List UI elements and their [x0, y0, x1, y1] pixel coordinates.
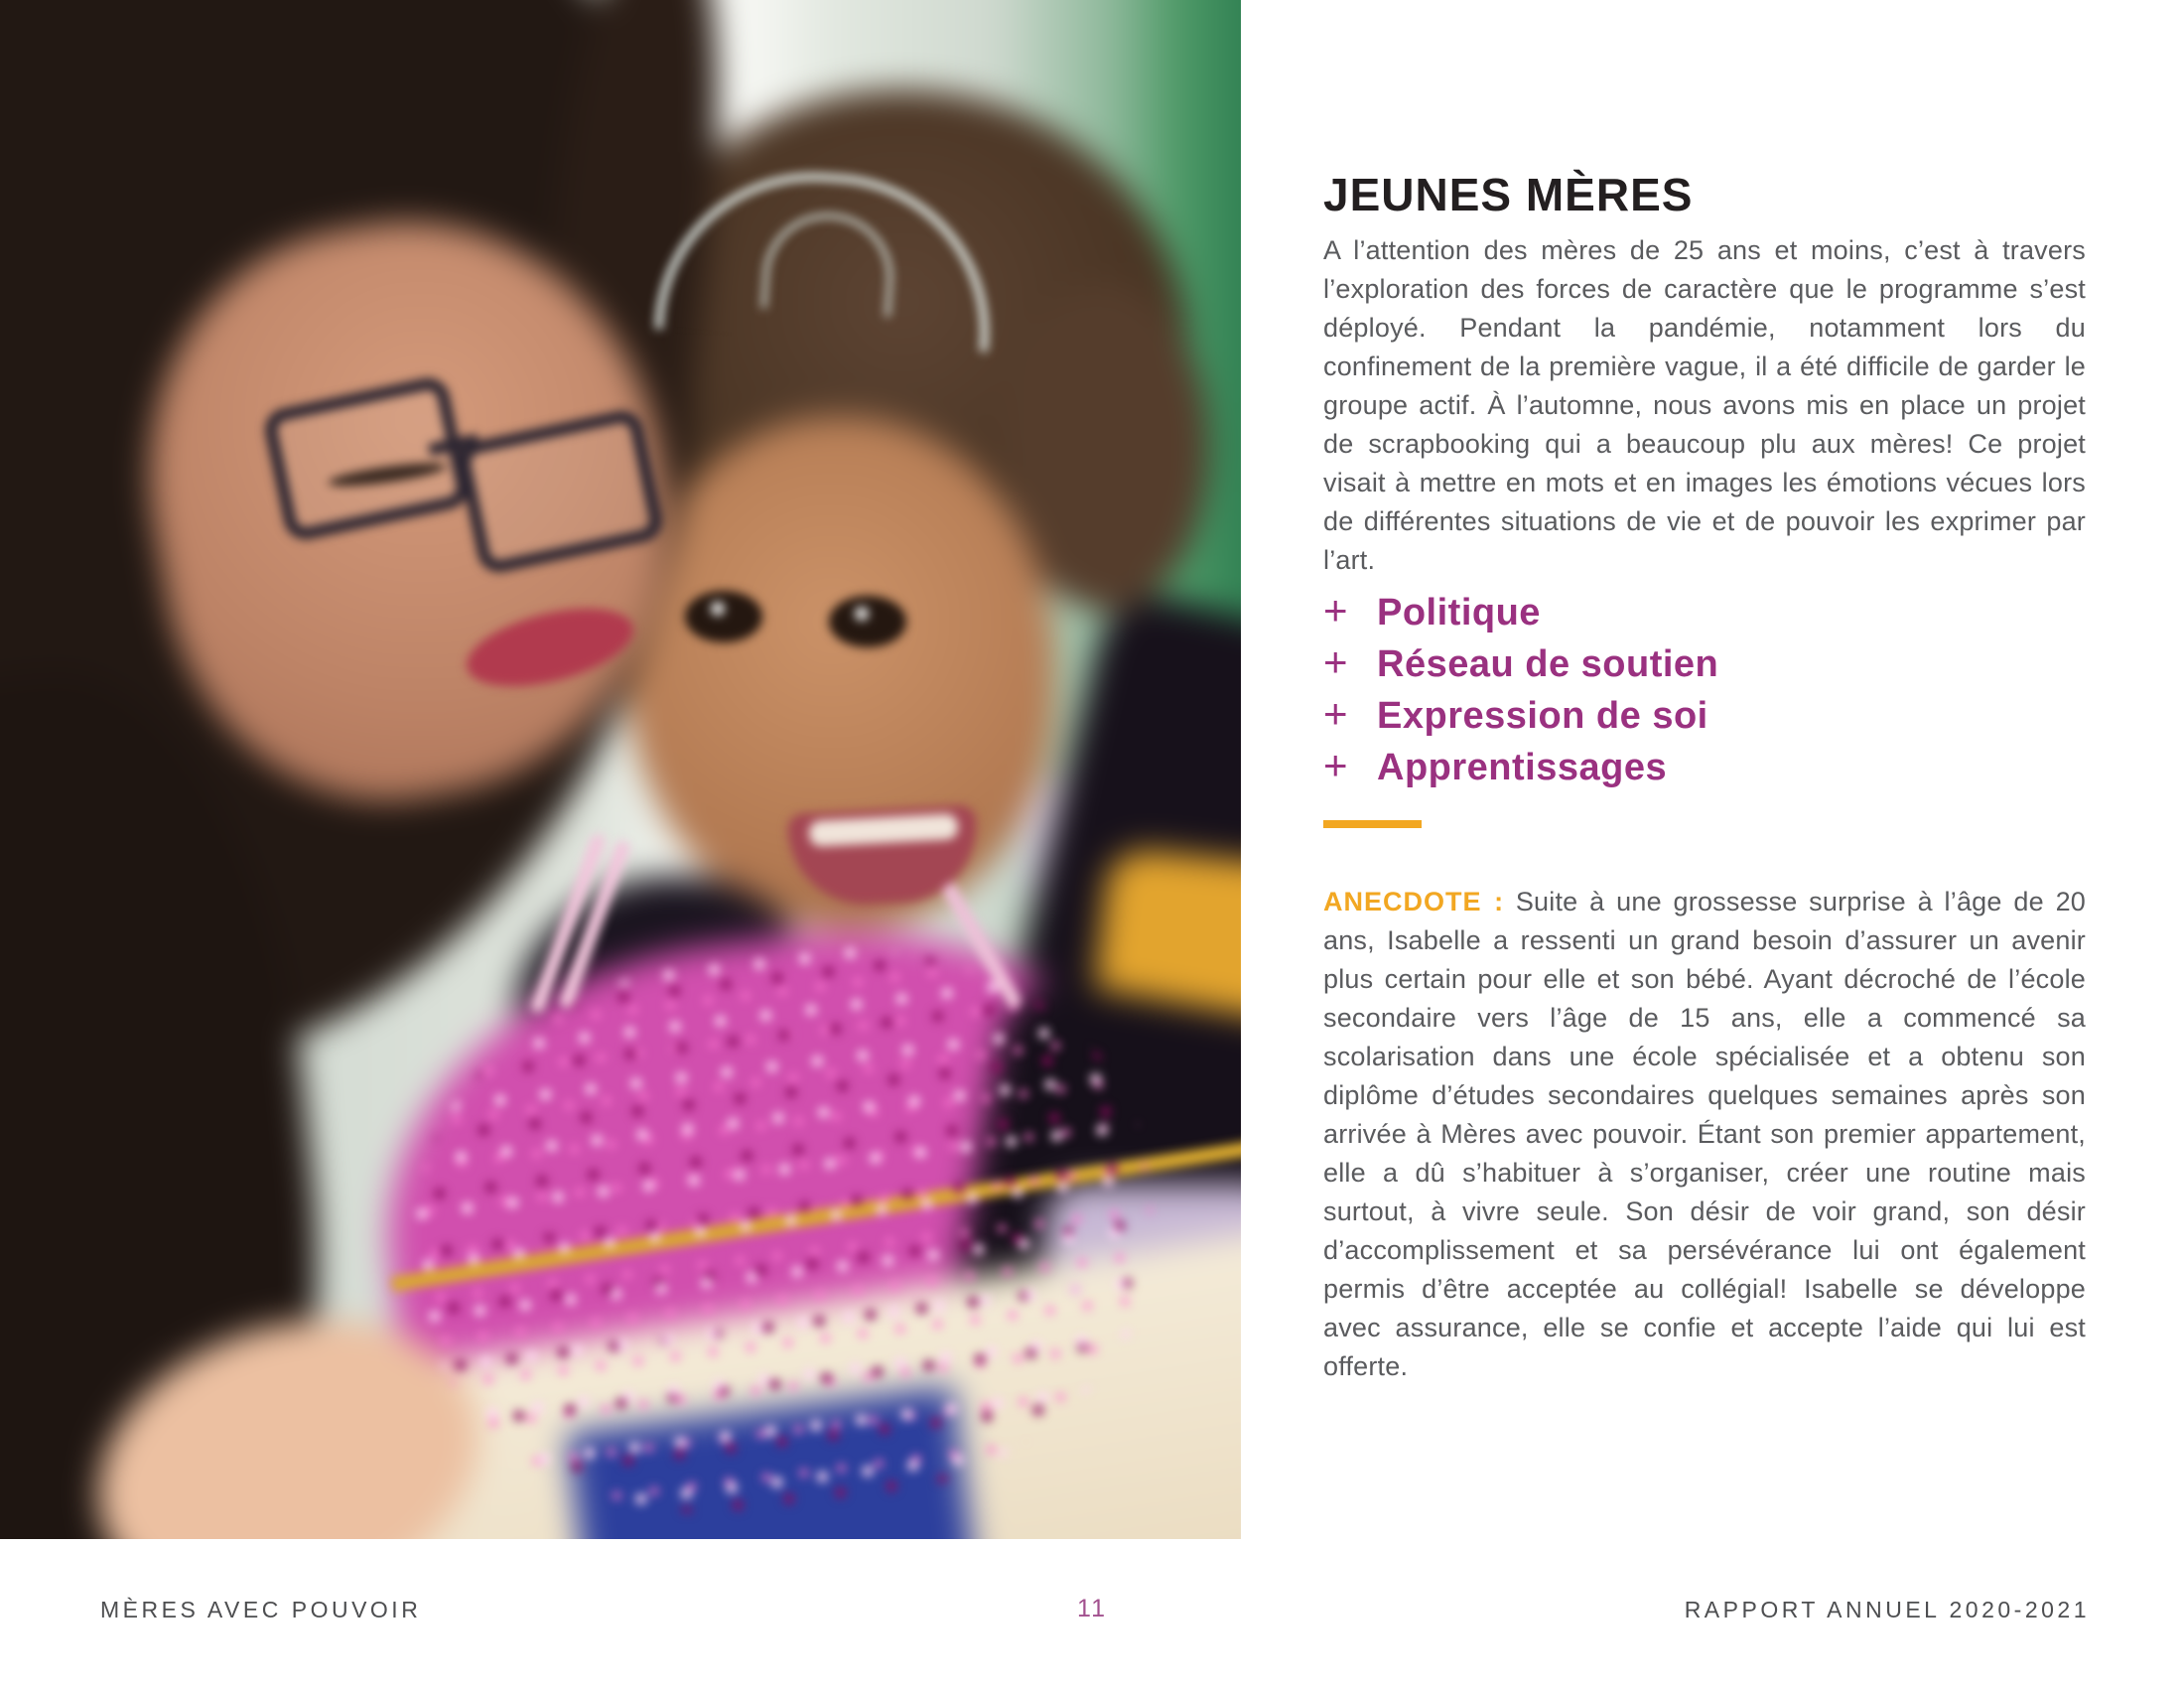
- program-label: Réseau de soutien: [1377, 643, 1719, 685]
- program-label: Politique: [1377, 592, 1541, 633]
- photo-eye-glint-right: [855, 607, 869, 621]
- photo-child-eye-right: [829, 596, 906, 647]
- footer-report-name: RAPPORT ANNUEL 2020-2021: [1684, 1597, 2090, 1622]
- photo-dress-sequins: [386, 911, 1183, 1539]
- photo-eye-glint-left: [711, 602, 725, 616]
- program-item-apprentissages: [1323, 741, 1718, 792]
- program-item-expression: [1323, 689, 1718, 741]
- plus-icon: +: [1323, 587, 1348, 633]
- photo-glasses-left-lens: [261, 374, 473, 543]
- footer-org-name: MÈRES AVEC POUVOIR: [100, 1597, 422, 1622]
- intro-paragraph: A l’attention des mères de 25 ans et moins, c’est à travers l’exploration des forces de caractère que le programme s’est déployé. Pendant la pandémie, notamment lors du confinement de la première vague, il a été difficile de garder le groupe actif. À l’automne, nous avons mis en place un projet de scrapbooking qui a beaucoup plu aux mères! Ce projet visait à mettre en mots et en images les émotions vécues lors de différentes situations de vie et de pouvoir les exprimer par l’art.: [1323, 235, 2086, 575]
- page-title: JEUNES MÈRES: [1323, 168, 1694, 220]
- program-item-reseau: [1323, 637, 1718, 689]
- program-item-politique: [1323, 586, 1718, 637]
- program-list: [1323, 586, 1718, 792]
- photo-mother-lips: [459, 594, 640, 701]
- plus-icon: +: [1323, 690, 1348, 737]
- program-label: Apprentissages: [1377, 747, 1668, 788]
- photo-child-eye-left: [685, 591, 762, 642]
- text-column: [1323, 0, 2086, 1688]
- page-number: 11: [1077, 1595, 1107, 1622]
- anecdote-text: Suite à une grossesse surprise à l’âge de 20 ans, Isabelle a ressenti un grand besoin d’assurer un avenir plus certain pour elle et son bébé. Ayant décroché de l’école secondaire vers l’âge de 15 ans, elle a commencé sa scolarisation dans une école spécialisée et a obtenu son diplôme d’études secondaires quelques semaines après son arrivée à Mères avec pouvoir. Étant son premier appartement, elle a dû s’habituer à s’organiser, créer une routine mais surtout, à vivre seule. Son désir de voir grand, son désir d’accomplissement et sa persévérance lui ont également permis d’être acceptée au collégial! Isabelle se développe avec assurance, elle se confie et accepte l’aide qui lui est offerte.: [1323, 887, 2086, 1381]
- section-divider: [1323, 820, 1422, 828]
- anecdote-paragraph: [1323, 883, 2086, 1386]
- program-label: Expression de soi: [1377, 695, 1708, 737]
- plus-icon: +: [1323, 742, 1348, 788]
- plus-icon: +: [1323, 638, 1348, 685]
- photo-glasses-right-lens: [455, 407, 666, 576]
- anecdote-label: ANECDOTE :: [1323, 887, 1505, 916]
